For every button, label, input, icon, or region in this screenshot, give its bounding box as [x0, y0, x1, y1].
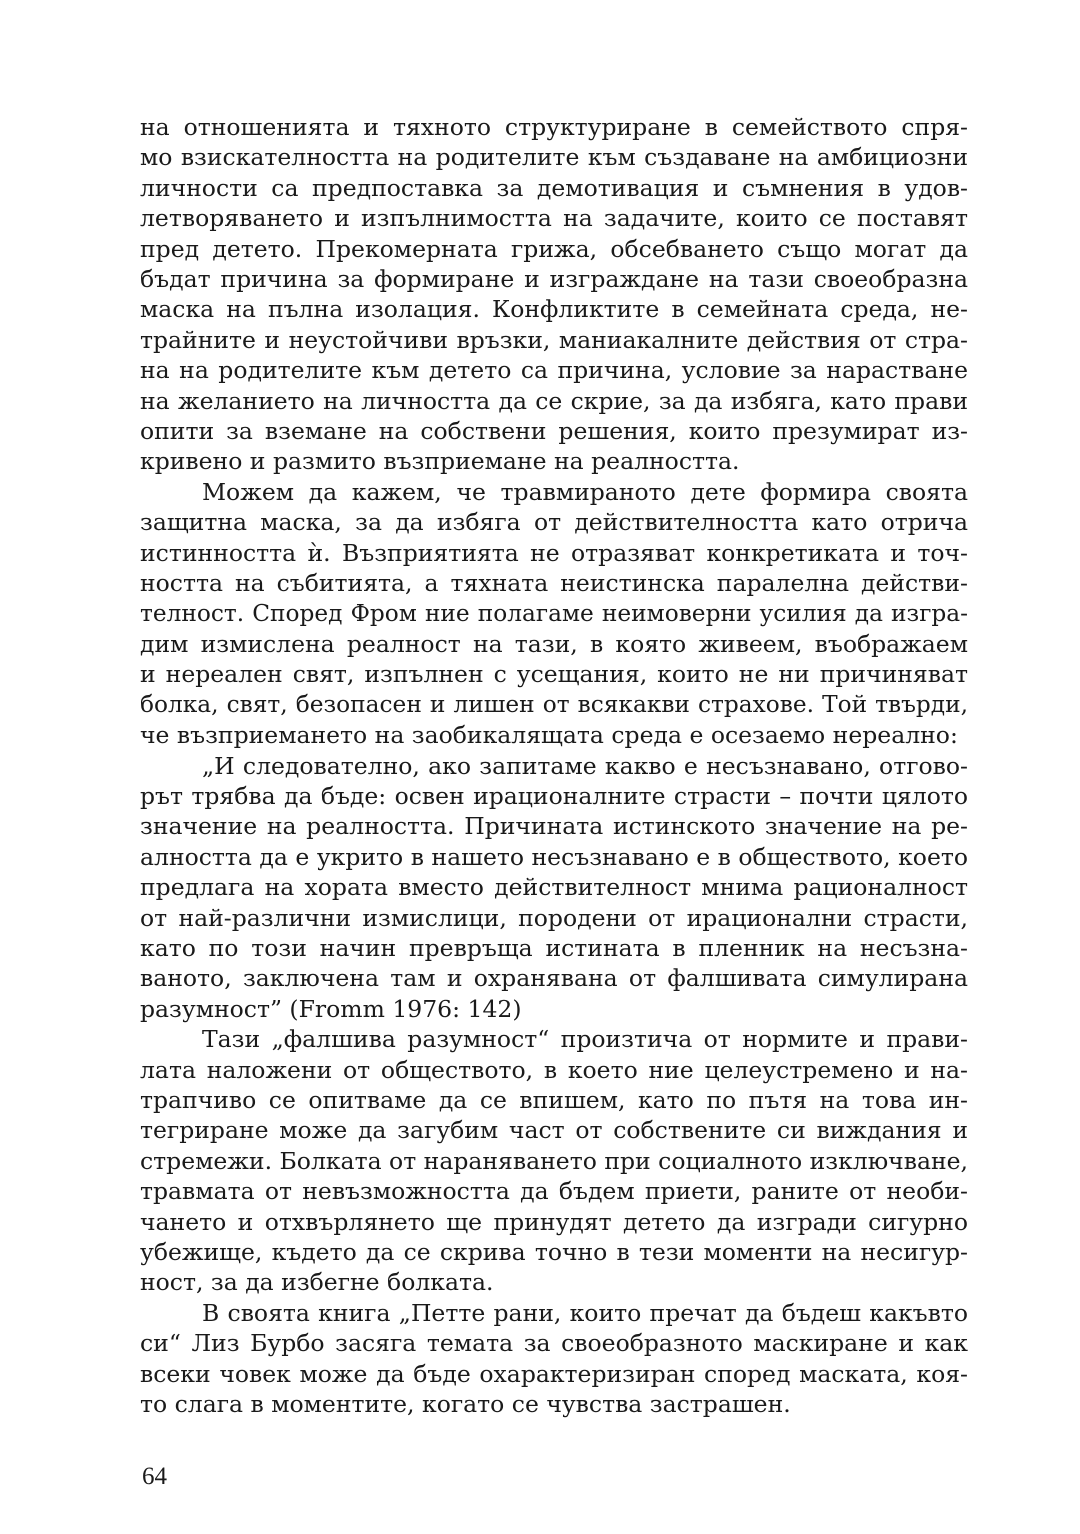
text-line: си“ Лиз Бурбо засяга темата за своеобразното маскиране и как [140, 1329, 968, 1358]
text-line: травмата от невъзможността да бъдем приети, раните от необи- [140, 1177, 968, 1206]
text-line: значение на реалността. Причината истинското значение на ре- [140, 812, 968, 841]
text-line: ваното, заключена там и охранявана от фалшивата симулирана [140, 964, 968, 993]
text-line: „И следователно, ако запитаме какво е несъзнавано, отгово- [202, 751, 968, 780]
text-line: опити за вземане на собствени решения, които презумират из- [140, 417, 968, 446]
paragraph [140, 1298, 968, 1420]
text-line: маска на пълна изолация. Конфликтите в семейната среда, не- [140, 295, 968, 324]
paragraph [140, 112, 968, 477]
paragraph [140, 751, 968, 1025]
body-text [140, 112, 968, 1419]
text-line: всеки човек може да бъде охарактеризиран според маската, коя- [140, 1359, 968, 1388]
text-line: рът трябва да бъде: освен ирационалните страсти – почти цялото [140, 781, 968, 810]
text-line: дим измислена реалност на тази, в която живеем, въображаем [140, 629, 968, 658]
text-line: на желанието на личността да се скрие, за да избяга, като прави [140, 386, 968, 415]
text-line: на на родителите към детето са причина, условие за нарастване [140, 356, 968, 385]
text-line: В своята книга „Петте рани, които пречат да бъдеш какъвто [202, 1298, 968, 1327]
text-line: убежище, където да се скрива точно в тези моменти на несигур- [140, 1238, 968, 1267]
text-line: чането и отхвърлянето ще принудят детето да изгради сигурно [140, 1207, 968, 1236]
text-line: истинността ѝ. Възприятията не отразяват конкретиката и точ- [140, 538, 968, 567]
text-line: болка, свят, безопасен и лишен от всякакви страхове. Той твърди, [140, 690, 968, 718]
text-line: тегриране може да загубим част от собствените си виждания и [140, 1116, 968, 1145]
text-line: предлага на хората вместо действителност мнима рационалност [140, 873, 968, 902]
paragraph [140, 1024, 968, 1298]
text-line: разумност” (Fromm 1976: 142) [140, 994, 522, 1023]
text-line: като по този начин превръща истината в пленник на несъзна- [140, 933, 968, 962]
text-line: Можем да кажем, че травмираното дете формира своята [202, 477, 968, 506]
text-line: трайните и неустойчиви връзки, маниакалните действия от стра- [140, 325, 968, 354]
text-line: от най-различни измислици, породени от ирационални страсти, [140, 903, 968, 932]
text-line: и нереален свят, изпълнен с усещания, които не ни причиняват [140, 660, 968, 689]
text-line: че възприемането на заобикалящата среда е осезаемо нереално: [140, 721, 958, 750]
text-line: телност. Според Фром ние полагаме неимоверни усилия да изгра- [140, 599, 968, 627]
text-line: летворяването и изпълнимостта на задачите, които се поставят [140, 204, 968, 233]
page-number: 64 [142, 1463, 167, 1490]
text-line: ността на събитията, а тяхната неистинска паралелна действи- [140, 569, 968, 598]
text-line: трапчиво се опитваме да се впишем, като по пътя на това ин- [140, 1086, 968, 1114]
text-line: бъдат причина за формиране и изграждане на тази своеобразна [140, 265, 968, 294]
text-line: лата наложени от обществото, в което ние целеустремено и на- [140, 1055, 968, 1084]
text-line: Тази „фалшива разумност“ произтича от нормите и прави- [202, 1025, 968, 1054]
text-line: кривено и размито възприемане на реалността. [140, 447, 740, 476]
text-line: мо взискателността на родителите към създаване на амбициозни [140, 143, 968, 172]
text-line: алността да е укрито в нашето несъзнавано е в обществото, което [140, 842, 968, 871]
text-line: личности са предпоставка за демотивация и съмнения в удов- [140, 173, 968, 202]
text-line: ност, за да избегне болката. [140, 1268, 494, 1297]
paragraph [140, 477, 968, 751]
text-line: защитна маска, за да избяга от действителността като отрича [140, 508, 968, 537]
text-line: стремежи. Болката от нараняването при социалното изключване, [140, 1146, 968, 1175]
text-line: пред детето. Прекомерната грижа, обсебването също могат да [140, 234, 968, 263]
text-line: то слага в моментите, когато се чувства застрашен. [140, 1390, 791, 1419]
text-line: на отношенията и тяхното структуриране в семейството спря- [140, 113, 968, 141]
